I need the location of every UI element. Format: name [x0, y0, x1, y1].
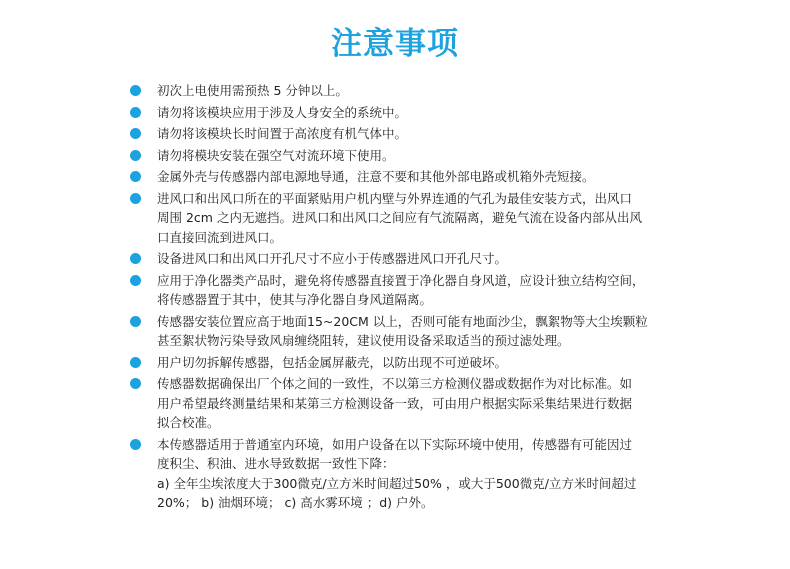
note-text-line: 用户切勿拆解传感器，包括金属屏蔽壳，以防出现不可逆破坏。 — [157, 354, 508, 370]
bullet-icon — [130, 85, 141, 96]
bullet-icon — [130, 171, 141, 182]
note-text-line: 将传感器置于其中，使其与净化器自身风道隔离。 — [157, 292, 433, 307]
note-text-line: 20%； b) 油烟环境； c) 高水雾环境 ；d) 户外。 — [157, 495, 434, 510]
note-item — [130, 167, 670, 187]
note-text-line: 请勿将模块安装在强空气对流环境下使用。 — [157, 147, 395, 163]
note-text-line: 初次上电使用需预热 5 分钟以上。 — [157, 83, 348, 98]
note-text-line: 用户希望最终测量结果和某第三方检测设备一致，可由用户根据实际采集结果进行数据 — [157, 395, 633, 411]
bullet-icon — [130, 253, 141, 264]
bullet-icon — [130, 357, 141, 368]
note-item — [130, 189, 670, 248]
note-text-line: 金属外壳与传感器内部电源地导通，注意不要和其他外部电路或机箱外壳短接。 — [157, 169, 595, 184]
note-text-line: 传感器数据确保出厂个体之间的一致性，不以第三方检测仪器或数据作为对比标准。如 — [157, 376, 633, 391]
note-text-line: 周围 2cm 之内无遮挡。进风口和出风口之间应有气流隔离，避免气流在设备内部从出风 — [157, 210, 642, 225]
note-item — [130, 271, 670, 310]
page-title: 注意事项 — [331, 26, 459, 62]
bullet-icon — [130, 193, 141, 204]
note-item — [130, 146, 670, 166]
bullet-icon — [130, 439, 141, 450]
note-text-line: 设备进风口和出风口开孔尺寸不应小于传感器进风口开孔尺寸。 — [157, 251, 508, 266]
note-text-line: 应用于净化器类产品时，避免将传感器直接置于净化器自身风道，应设计独立结构空间， — [157, 272, 645, 288]
note-item — [130, 103, 670, 123]
note-item — [130, 353, 670, 373]
bullet-icon — [130, 316, 141, 327]
note-text-line: 甚至絮状物污染导致风扇缠绕阻转，建议使用设备采取适当的预过滤处理。 — [157, 333, 570, 348]
bullet-icon — [130, 128, 141, 139]
bullet-icon — [130, 150, 141, 161]
note-text-line: 度积尘、积油、进水导致数据一致性下降： — [157, 456, 395, 471]
note-text-line: 传感器安装位置应高于地面15~20CM 以上，否则可能有地面沙尘，飘絮物等大尘埃颗粒 — [157, 313, 648, 329]
note-item — [130, 124, 670, 144]
note-text-line: 拟合校准。 — [157, 415, 220, 430]
note-text-line: a) 全年尘埃浓度大于300微克/立方米时间超过50% ，或大于500微克/立方米时间超过 — [157, 475, 637, 491]
note-text-line: 请勿将该模块长时间置于高浓度有机气体中。 — [157, 126, 408, 141]
bullet-icon — [130, 107, 141, 118]
note-text-line: 口直接回流到进风口。 — [157, 229, 283, 245]
bullet-icon — [130, 378, 141, 389]
note-item — [130, 249, 670, 269]
note-item — [130, 81, 670, 101]
note-item — [130, 435, 670, 513]
notes-list — [130, 81, 670, 515]
note-text-line: 请勿将该模块应用于涉及人身安全的系统中。 — [157, 104, 408, 120]
note-item — [130, 312, 670, 351]
note-item — [130, 374, 670, 433]
bullet-icon — [130, 275, 141, 286]
note-text-line: 本传感器适用于普通室内环境，如用户设备在以下实际环境中使用，传感器有可能因过 — [157, 436, 633, 452]
note-text-line: 进风口和出风口所在的平面紧贴用户机内壁与外界连通的气孔为最佳安装方式，出风口 — [157, 190, 633, 206]
